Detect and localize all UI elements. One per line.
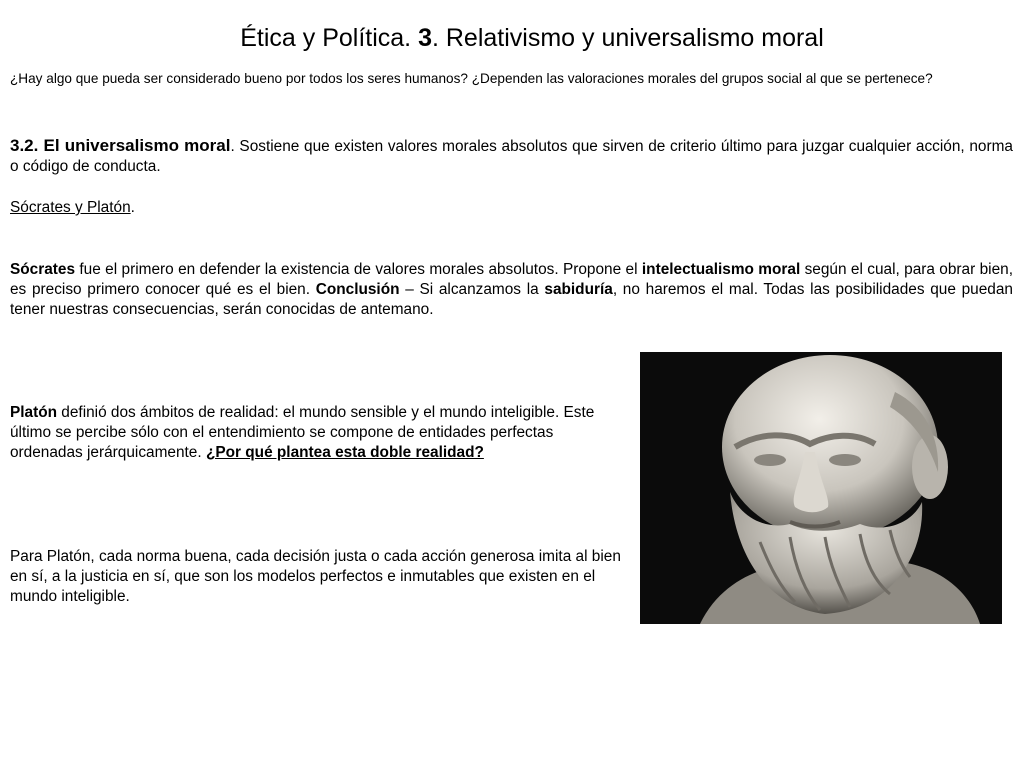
section-universalismo — [10, 136, 1013, 177]
title-part1: Ética y Política. — [240, 24, 419, 52]
socrates-bust-photo — [640, 352, 1002, 624]
intelectualismo-term: intelectualismo moral — [641, 261, 801, 278]
intro-question: ¿Hay algo que pueda ser considerado bueno por todos los seres humanos? ¿Dependen las valoraciones morales del grupos social al que se pertenece? — [10, 71, 933, 86]
conclusion-label: Conclusión — [315, 281, 400, 298]
platon-paragraph-2: Para Platón, cada norma buena, cada decisión justa o cada acción generosa imita al bien en sí, a la justicia en sí, que son los modelos perfectos e inmutables que existen en el mundo inteligible. — [10, 548, 621, 605]
slide-title — [0, 22, 1024, 54]
socrates-text-1: fue el primero en defender la existencia de valores morales absolutos. Propone el — [75, 261, 642, 278]
title-number: 3 — [418, 24, 432, 52]
socrates-paragraph — [10, 260, 1013, 320]
platon-question: ¿Por qué plantea esta doble realidad? — [205, 444, 484, 461]
section-text: Sostiene que existen valores morales absolutos que sirven de criterio último para juzgar cualquier acción, norma o código de conducta. — [10, 138, 1013, 175]
platon-name: Platón — [10, 404, 58, 421]
title-part2: . Relativismo y universalismo moral — [431, 24, 824, 52]
subheading-dot: . — [130, 199, 135, 216]
socrates-text-2: según el cual, para obrar bien, es preciso primero conocer qué es el bien. — [10, 261, 1013, 298]
platon-paragraph — [10, 403, 630, 463]
section-heading-dot: . — [230, 138, 235, 155]
socrates-text-4: , no haremos el mal. Todas las posibilidades que puedan tener nuestras consecuencias, serán conocidas de antemano. — [10, 281, 1013, 318]
sabiduria-term: sabiduría — [544, 281, 613, 298]
subheading-socrates-platon — [10, 198, 1013, 218]
platon-text-1: definió dos ámbitos de realidad: el mundo sensible y el mundo inteligible. Este último se percibe sólo con el entendimiento se compone de entidades perfectas ordenadas jerárquicamente. — [10, 404, 595, 461]
socrates-bust-icon — [640, 352, 1002, 624]
socrates-name: Sócrates — [10, 261, 76, 278]
section-heading: 3.2. El universalismo moral — [10, 136, 231, 155]
subheading-text: Sócrates y Platón — [10, 199, 131, 216]
socrates-text-3: – Si alcanzamos la — [399, 281, 545, 298]
